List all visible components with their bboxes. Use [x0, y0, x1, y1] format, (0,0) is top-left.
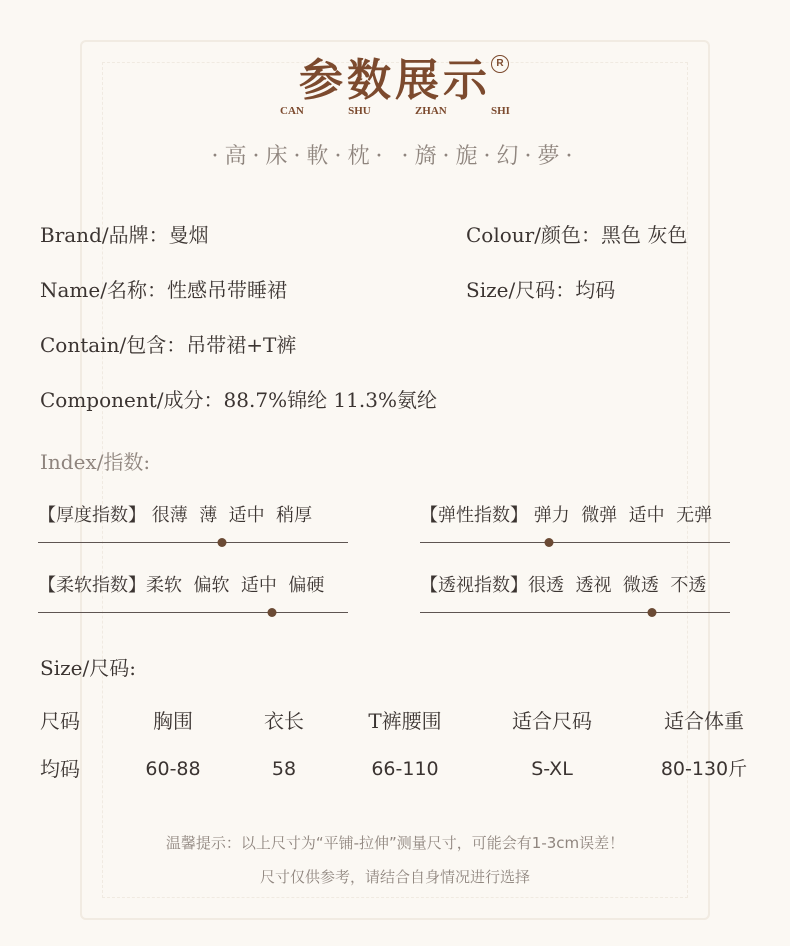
component-value: 88.7%锦纶 11.3%氨纶 — [223, 388, 437, 412]
index-option: 适中 — [628, 505, 665, 526]
logo-title-text: 参数展示 — [299, 55, 491, 106]
logo-title — [299, 55, 504, 107]
brand-value: 曼烟 — [168, 223, 209, 247]
index-scale-line — [38, 612, 348, 613]
size-table-header: 胸围 — [153, 709, 193, 733]
size-table-cell: 66-110 — [371, 758, 439, 780]
pinyin-syllable: SHI — [491, 105, 510, 117]
index-item-title: 【柔软指数】 — [38, 575, 146, 596]
index-option: 弹力 — [533, 505, 570, 526]
index-option: 适中 — [228, 505, 265, 526]
index-item-title: 【透视指数】 — [420, 575, 528, 596]
colour-label: Colour/颜色： — [466, 223, 601, 247]
index-thickness — [38, 504, 348, 543]
header — [0, 55, 790, 170]
size-table-header: 适合体重 — [664, 709, 744, 733]
registered-trademark-icon: R — [491, 55, 509, 73]
index-scale-line — [38, 542, 348, 543]
pinyin-syllable: CAN — [280, 105, 304, 117]
index-labels — [420, 504, 730, 528]
index-marker-dot — [268, 608, 277, 617]
size-row — [466, 277, 615, 303]
index-option: 稍厚 — [276, 505, 313, 526]
contain-row — [40, 332, 296, 358]
index-option: 薄 — [199, 505, 218, 526]
contain-label: Contain/包含： — [40, 333, 187, 357]
index-option: 不透 — [670, 575, 707, 596]
name-row — [40, 277, 287, 303]
component-label: Component/成分： — [40, 388, 224, 412]
index-labels — [38, 504, 348, 528]
brand-row — [40, 222, 209, 248]
index-labels — [420, 574, 730, 598]
note-line: 温馨提示：以上尺寸为“平铺-拉伸”测量尺寸，可能会有1-3cm误差！ — [165, 834, 625, 852]
index-marker-dot — [218, 538, 227, 547]
index-transparency — [420, 574, 730, 613]
size-chart-title: Size/尺码: — [40, 656, 136, 680]
name-value: 性感吊带睡裙 — [166, 278, 287, 302]
size-value: 均码 — [575, 278, 616, 302]
colour-row — [466, 222, 687, 248]
name-label: Name/名称： — [40, 278, 167, 302]
brand-label: Brand/品牌： — [40, 223, 169, 247]
pinyin-syllable: ZHAN — [414, 105, 447, 117]
index-marker-dot — [545, 538, 554, 547]
size-table-cell: 均码 — [40, 757, 80, 781]
size-table-header: 衣长 — [264, 709, 304, 733]
index-option: 柔软 — [146, 575, 182, 596]
table-row — [40, 754, 760, 802]
index-labels — [38, 574, 348, 598]
index-option: 很透 — [528, 575, 564, 596]
contain-value: 吊带裙+T裤 — [186, 333, 297, 357]
index-option: 透视 — [575, 575, 612, 596]
size-label: Size/尺码： — [466, 278, 576, 302]
note-line: 尺寸仅供参考，请结合自身情况进行选择 — [259, 868, 530, 886]
size-table — [40, 706, 760, 802]
index-marker-dot — [648, 608, 657, 617]
notes — [0, 826, 790, 894]
size-table-cell: S-XL — [531, 758, 573, 780]
size-table-header: 适合尺码 — [512, 709, 592, 733]
pinyin-syllable: SHU — [348, 105, 371, 117]
size-table-cell: 80-130斤 — [660, 758, 748, 780]
component-row — [40, 387, 437, 413]
tagline: ·高·床·軟·枕· ·旖·旎·幻·夢· — [211, 144, 579, 169]
index-option: 微透 — [622, 575, 659, 596]
colour-value: 黑色 灰色 — [600, 223, 688, 247]
index-elasticity — [420, 504, 730, 543]
size-table-header-row — [40, 706, 760, 754]
index-option: 很薄 — [151, 505, 188, 526]
size-table-cell: 60-88 — [145, 758, 201, 780]
index-option: 偏软 — [193, 575, 230, 596]
size-table-cell: 58 — [271, 758, 297, 780]
index-scale-line — [420, 612, 730, 613]
index-item-title: 【弹性指数】 — [420, 505, 528, 526]
index-option: 微弹 — [581, 505, 618, 526]
index-softness — [38, 574, 348, 613]
size-table-header: T裤腰围 — [368, 709, 442, 733]
index-option: 无弹 — [676, 505, 713, 526]
index-option: 偏硬 — [288, 575, 325, 596]
size-table-header: 尺码 — [40, 709, 80, 733]
index-scale-line — [420, 542, 730, 543]
index-option: 适中 — [240, 575, 277, 596]
index-item-title: 【厚度指数】 — [38, 505, 146, 526]
index-title: Index/指数: — [40, 450, 151, 474]
